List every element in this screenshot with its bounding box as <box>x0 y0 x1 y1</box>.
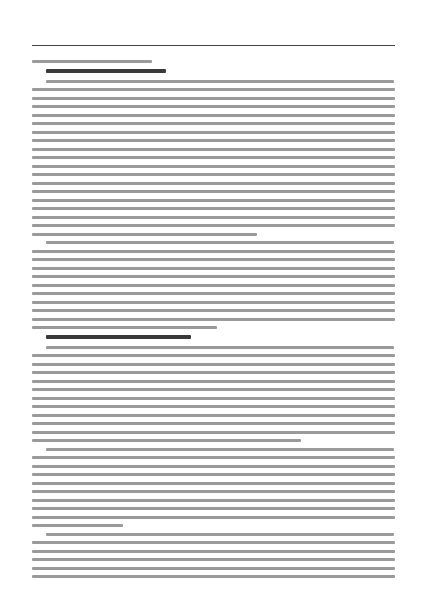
text-line <box>32 156 395 159</box>
text-line <box>32 250 395 253</box>
text-line <box>32 105 395 108</box>
text-line <box>32 233 257 236</box>
paragraph <box>32 346 395 443</box>
text-line <box>32 114 395 117</box>
text-line <box>32 224 395 227</box>
text-line <box>46 241 394 244</box>
section-heading <box>46 69 166 73</box>
paragraph <box>32 80 395 236</box>
text-line <box>32 405 395 408</box>
text-line <box>32 388 395 391</box>
text-line <box>32 499 395 502</box>
text-line <box>32 575 395 578</box>
text-line <box>32 148 395 151</box>
text-line <box>32 199 395 202</box>
text-line <box>32 60 152 63</box>
text-line <box>46 448 394 451</box>
text-line <box>32 173 395 176</box>
text-line <box>32 292 395 295</box>
text-line <box>32 284 395 287</box>
paragraph <box>32 533 395 579</box>
text-line <box>32 275 395 278</box>
text-line <box>32 326 217 329</box>
text-line <box>32 431 395 434</box>
text-line <box>32 524 123 527</box>
text-line <box>32 550 395 553</box>
text-line <box>32 267 395 270</box>
paragraph <box>32 448 395 528</box>
text-line <box>32 88 395 91</box>
text-line <box>32 516 395 519</box>
text-line <box>32 567 395 570</box>
text-line <box>32 301 395 304</box>
text-line <box>32 97 395 100</box>
text-line <box>32 122 395 125</box>
text-line <box>46 533 394 536</box>
text-line <box>32 380 395 383</box>
text-line <box>32 456 395 459</box>
text-line <box>32 216 395 219</box>
text-line <box>32 354 395 357</box>
text-line <box>32 182 395 185</box>
text-line <box>32 422 395 425</box>
text-line <box>46 346 394 349</box>
paragraph <box>32 241 395 329</box>
text-line <box>32 397 395 400</box>
text-line <box>32 465 395 468</box>
text-line <box>32 190 395 193</box>
section-heading <box>46 335 191 339</box>
text-line <box>32 131 395 134</box>
text-line <box>32 139 395 142</box>
text-line <box>32 309 395 312</box>
running-head <box>32 31 395 46</box>
text-line <box>46 80 394 83</box>
text-line <box>32 207 395 210</box>
article-body <box>32 60 395 587</box>
text-line <box>32 318 395 321</box>
text-line <box>32 490 395 493</box>
text-line <box>32 258 395 261</box>
text-line <box>32 473 395 476</box>
paragraph <box>32 60 395 63</box>
text-line <box>32 558 395 561</box>
text-line <box>32 371 395 374</box>
text-line <box>32 507 395 510</box>
text-line <box>32 363 395 366</box>
text-line <box>32 414 395 417</box>
text-line <box>32 482 395 485</box>
text-line <box>32 439 301 442</box>
text-line <box>32 541 395 544</box>
text-line <box>32 165 395 168</box>
